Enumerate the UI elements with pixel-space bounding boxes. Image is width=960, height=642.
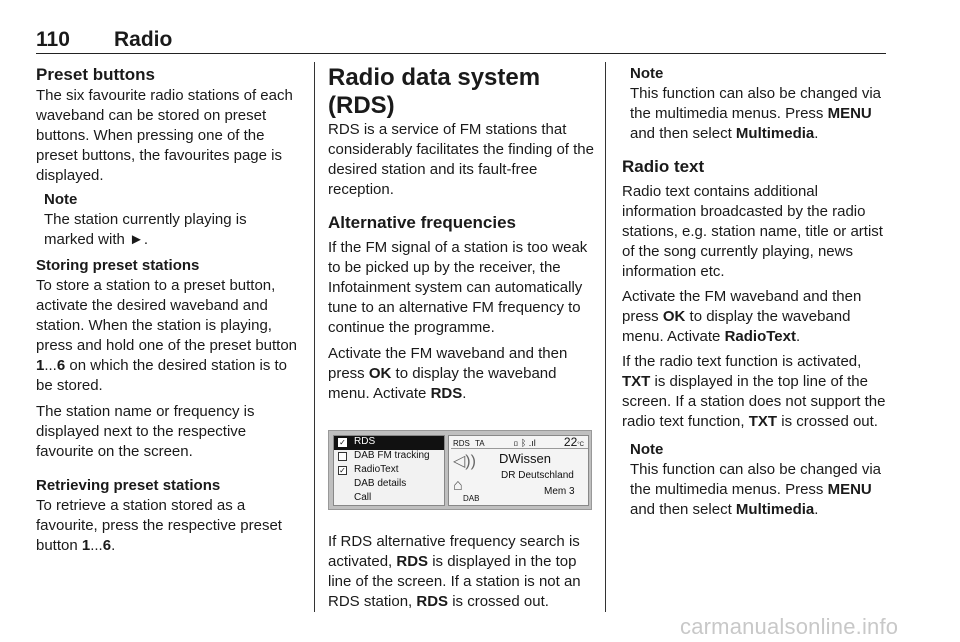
dab-label: DAB <box>463 494 480 503</box>
checkbox-empty-icon <box>338 452 347 461</box>
top-ta-indicator: TA <box>475 439 485 448</box>
dab-house-icon: ⌂ <box>453 477 463 494</box>
preset-intro: The six favourite radio stations of each waveband can be stored on preset buttons. When pressing one of the preset buttons, the favourites page is displayed. <box>36 87 293 184</box>
display-top-line <box>451 437 588 449</box>
radio-display <box>448 435 589 506</box>
watermark: carmanualsonline.info <box>680 614 899 639</box>
name-display-text: The station name or frequency is displayed next to the respective favourite on the screen. <box>36 403 255 460</box>
page-title: Radio <box>114 28 173 51</box>
rds-indicator-text: If RDS alternative frequency search is activated, RDS is displayed in the top line of the screen. If a station is not an RDS station, RDS is crossed out. <box>328 533 581 610</box>
page-number: 110 <box>36 28 70 51</box>
note-text: The station currently playing is marked with ►. <box>44 211 247 248</box>
column-1 <box>36 64 300 556</box>
note-block <box>622 64 888 144</box>
activate-rds-text: Activate the FM waveband and then press OK to display the waveband menu. Activate RDS. <box>328 345 568 402</box>
top-rds-indicator: RDS <box>453 439 470 448</box>
alt-freq-text: If the FM signal of a station is too weak to be picked up by the receiver, the Infotainment system can automatically tune to an alternative FM frequency to continue the programme. <box>328 239 588 336</box>
radio-wave-icon: ◁)) <box>453 453 476 470</box>
infotainment-screen-illustration <box>328 430 592 510</box>
heading-storing: Storing preset stations <box>36 257 200 274</box>
checkbox-checked-icon: ✓ <box>339 466 346 475</box>
note-text: This function can also be changed via the multimedia menus. Press MENU and then select Multimedia. <box>630 85 881 142</box>
memory-slot: Mem 3 <box>544 486 575 497</box>
header-rule <box>36 53 886 54</box>
menu-item-radiotext: ✓ RadioText <box>339 464 399 475</box>
radio-text-intro: Radio text contains additional information broadcasted by the radio stations, e.g. station name, title or artist of the song currently playing, news information etc. <box>622 183 883 280</box>
menu-item-call: Call <box>354 492 372 503</box>
heading-alt-freq: Alternative frequencies <box>328 213 517 232</box>
checkbox-checked-icon: ✓ <box>339 438 346 447</box>
menu-item-dab-fm-tracking: DAB FM tracking <box>334 450 444 464</box>
activate-radiotext-text: Activate the FM waveband and then press OK to display the waveband menu. Activate RadioText. <box>622 288 862 345</box>
heading-retrieving: Retrieving preset stations <box>36 477 221 494</box>
txt-indicator-text: If the radio text function is activated, TXT is displayed in the top line of the screen. If a station does not support the radio text function, TXT is crossed out. <box>622 353 886 430</box>
storing-text: To store a station to a preset button, activate the desired waveband and station. When the station is playing, press and hold one of the preset button 1...6 on which the desired station is to be stored. <box>36 277 298 394</box>
heading-radio-text: Radio text <box>622 157 705 176</box>
phone-signal-icon: ▯ ᛒ .ıl <box>513 438 536 448</box>
column-divider-2 <box>605 62 606 612</box>
heading-preset-buttons: Preset buttons <box>36 65 156 84</box>
note-label: Note <box>630 441 664 458</box>
menu-item-rds: ✓ RDS <box>334 436 444 450</box>
column-3 <box>622 64 888 520</box>
column-2 <box>328 64 594 612</box>
note-text: This function can also be changed via the multimedia menus. Press MENU and then select Multimedia. <box>630 461 881 518</box>
note-block <box>36 190 300 250</box>
station-name: DWissen <box>499 451 552 466</box>
note-block-2 <box>622 440 888 520</box>
heading-rds: Radio data system (RDS) <box>328 64 541 119</box>
note-label: Note <box>44 191 78 208</box>
column-divider-1 <box>314 62 315 612</box>
note-label: Note <box>630 65 664 82</box>
station-subtitle: DR Deutschland <box>501 470 574 481</box>
temperature: 22°C <box>563 435 584 449</box>
rds-intro: RDS is a service of FM stations that considerably facilitates the finding of the desired station and its fault-free reception. <box>328 121 594 198</box>
retrieving-text: To retrieve a station stored as a favourite, press the respective preset button 1...6. <box>36 497 282 554</box>
menu-item-dab-details: DAB details <box>354 478 407 489</box>
waveband-menu <box>333 435 445 506</box>
